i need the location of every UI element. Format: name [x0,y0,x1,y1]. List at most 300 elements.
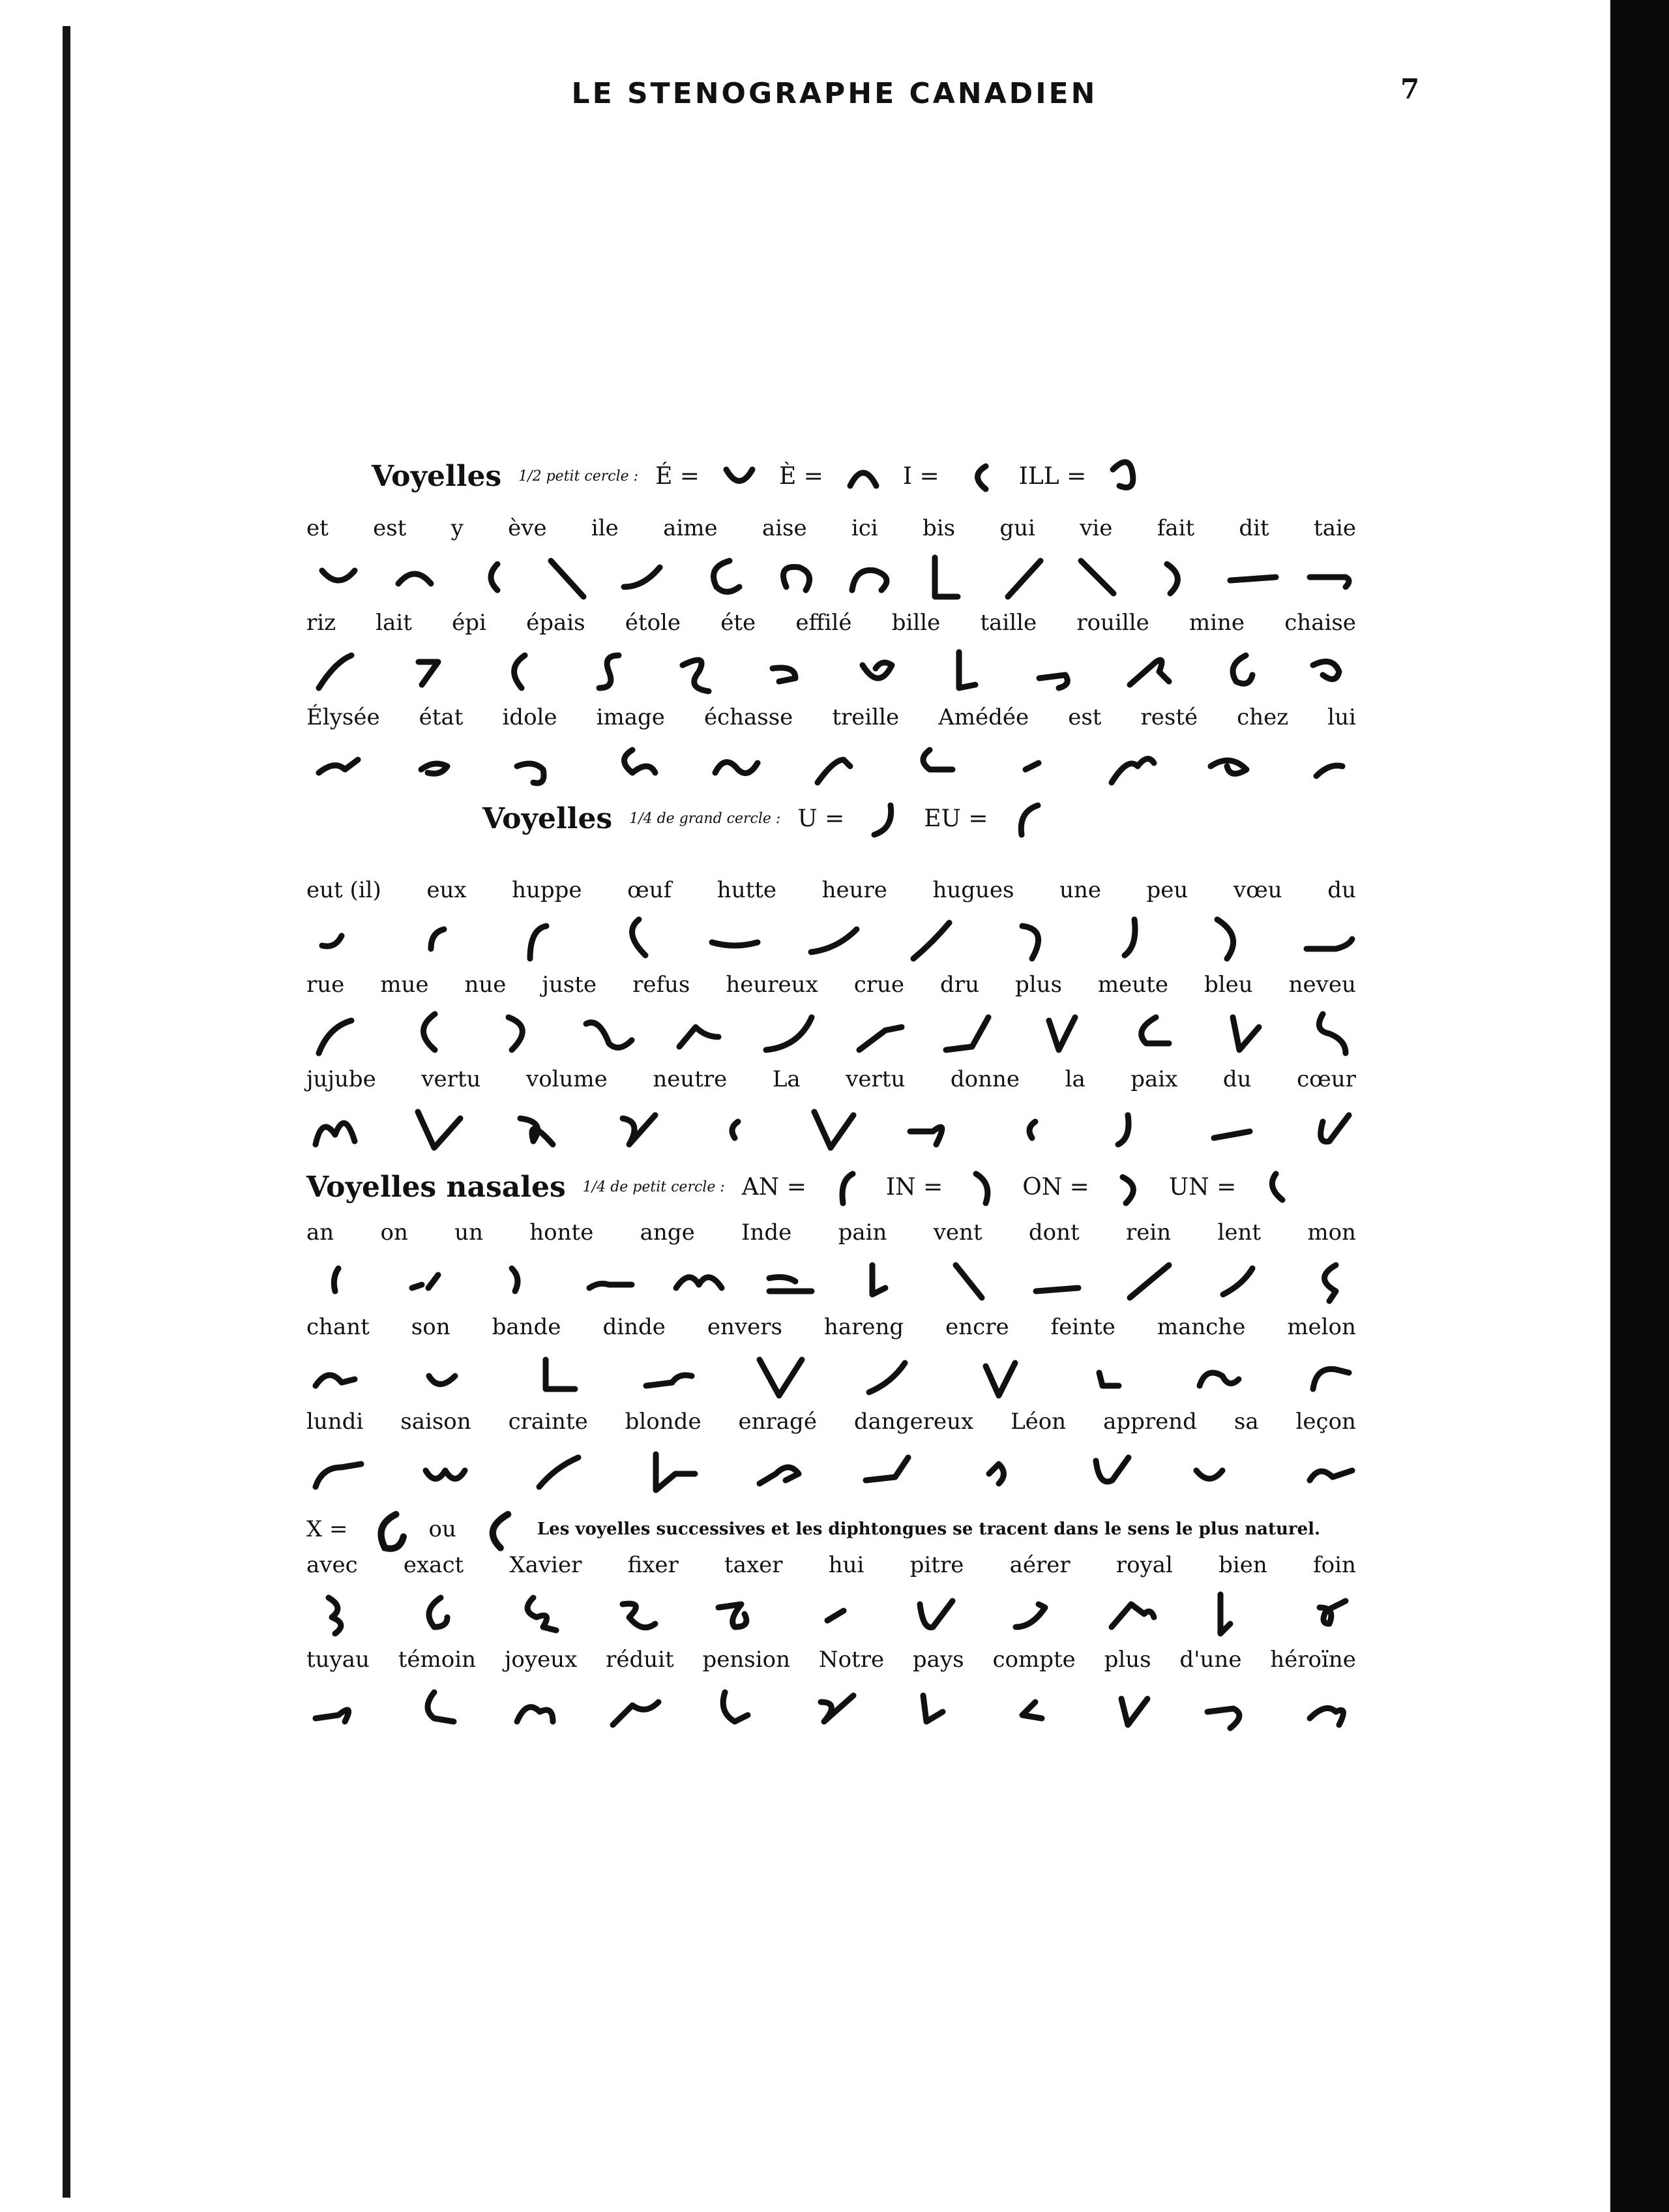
shorthand-symbol [750,1350,808,1402]
word: juste [542,972,597,998]
word: héroïne [1270,1647,1356,1673]
shorthand-symbol [309,1588,368,1640]
vowel-i: I = [902,462,939,490]
shorthand-symbol [419,1350,478,1402]
word: pays [912,1647,964,1673]
word-row [306,610,1356,636]
shorthand-row [306,737,1361,796]
word: feinte [1050,1314,1115,1340]
word: neveu [1288,972,1356,998]
word: blonde [625,1409,702,1435]
word: effilé [795,610,852,636]
shorthand-symbol [1005,799,1051,838]
shorthand-symbol [309,1444,368,1497]
word: est [373,515,407,541]
vowel-e-grave: È = [778,462,823,490]
word: pitre [909,1552,964,1578]
shorthand-symbol [1201,740,1260,792]
word: vertu [846,1066,906,1092]
shorthand-symbol [1300,913,1359,965]
shorthand-symbol [705,1102,764,1154]
word: hareng [823,1314,904,1340]
shorthand-symbol [580,646,638,698]
shorthand-symbol [904,1102,962,1154]
word: volume [525,1066,608,1092]
word: rue [306,972,345,998]
shorthand-symbol [1120,646,1179,698]
word: crainte [508,1409,588,1435]
word: huppe [512,877,582,903]
shorthand-symbol [670,646,728,698]
word: rouille [1076,610,1149,636]
shorthand-symbol [760,1008,818,1060]
shorthand-symbol [309,740,368,792]
shorthand-symbol [1102,1102,1160,1154]
word: dangereux [853,1409,974,1435]
shorthand-symbol [1300,1102,1359,1154]
shorthand-symbol [840,456,886,496]
shorthand-symbol [507,913,566,965]
shorthand-symbol [640,1444,698,1497]
section-header-voyelles-nasales [306,1167,1356,1206]
shorthand-symbol [1071,551,1130,603]
word: mon [1307,1219,1356,1246]
binding-edge [63,26,70,2198]
word: une [1059,877,1101,903]
nasal-in: IN = [885,1173,943,1201]
shorthand-symbol [805,1588,863,1640]
ou-label: ou [428,1516,456,1542]
word: lait [376,610,412,636]
shorthand-symbol [705,1588,764,1640]
shorthand-symbol [1102,1588,1160,1640]
word: bleu [1204,972,1253,998]
shorthand-symbol [1300,1682,1359,1735]
shorthand-symbol [489,646,548,698]
word: et [306,515,329,541]
shorthand-symbol [1210,1008,1269,1060]
shorthand-symbol [1029,1255,1088,1308]
shorthand-symbol [1300,1444,1359,1497]
word: apprend [1103,1409,1197,1435]
section-title: Voyelles [372,459,502,493]
word-row [306,1066,1356,1092]
shorthand-symbol [1300,1350,1359,1402]
word: bande [492,1314,561,1340]
word: chez [1237,704,1289,730]
word-row [306,1552,1356,1578]
word: gui [999,515,1035,541]
shorthand-symbol [462,551,520,603]
word: an [306,1219,334,1246]
shorthand-symbol [309,1008,368,1060]
shorthand-row [306,1585,1361,1643]
word: mine [1189,610,1245,636]
shorthand-symbol [489,1008,548,1060]
word: hugues [932,877,1014,903]
shorthand-symbol [969,1350,1028,1402]
word: donne [950,1066,1020,1092]
word: échasse [703,704,793,730]
shorthand-symbol [1102,913,1160,965]
word: vertu [421,1066,481,1092]
shorthand-symbol [399,1255,458,1308]
shorthand-symbol [670,1008,728,1060]
word: joyeux [504,1647,578,1673]
shorthand-symbol [507,740,566,792]
word: heure [821,877,887,903]
word: exact [403,1552,464,1578]
word: réduit [606,1647,674,1673]
shorthand-symbol [309,1255,368,1308]
shorthand-symbol [904,740,962,792]
scan-border [1610,0,1669,2212]
shorthand-symbol [309,646,368,698]
shorthand-row [306,1099,1361,1158]
shorthand-symbol [606,1588,665,1640]
shorthand-symbol [1210,1255,1269,1308]
word: dru [940,972,979,998]
shorthand-symbol [1201,1588,1260,1640]
shorthand-symbol [1300,646,1359,698]
word: plus [1014,972,1062,998]
shorthand-symbol [849,646,908,698]
shorthand-symbol [842,551,901,603]
word: vie [1080,515,1113,541]
shorthand-symbol [1147,551,1206,603]
section-header-voyelles-1 [372,456,1421,496]
shorthand-symbol [1210,646,1269,698]
shorthand-row [306,1347,1361,1405]
shorthand-row [306,1252,1361,1311]
word-row [306,1409,1356,1435]
word: Léon [1011,1409,1067,1435]
word: vœu [1233,877,1282,903]
word: paix [1130,1066,1178,1092]
shorthand-symbol [606,740,665,792]
shorthand-symbol [309,1350,368,1402]
shorthand-symbol [939,646,998,698]
word: rein [1126,1219,1172,1246]
word: jujube [306,1066,376,1092]
word: du [1222,1066,1252,1092]
word: lent [1217,1219,1262,1246]
word: riz [306,610,336,636]
shorthand-symbol [969,1444,1028,1497]
shorthand-symbol [1003,913,1061,965]
word: taxer [724,1552,783,1578]
word-row [306,515,1356,541]
word: œuf [627,877,672,903]
shorthand-symbol [606,1682,665,1735]
word: état [419,704,464,730]
shorthand-symbol [507,1102,566,1154]
shorthand-symbol [849,1008,908,1060]
shorthand-symbol [1253,1167,1299,1206]
shorthand-symbol [1300,1255,1359,1308]
x-notation-line [306,1503,1356,1555]
word-row [306,877,1356,903]
shorthand-symbol [1201,913,1260,965]
shorthand-symbol [1003,1102,1061,1154]
word-row [306,1219,1356,1246]
shorthand-symbol [859,1350,918,1402]
x-label: X = [306,1516,348,1542]
word: étole [625,610,681,636]
shorthand-symbol [1201,1682,1260,1735]
word: on [380,1219,408,1246]
word: plus [1104,1647,1151,1673]
word: du [1327,877,1356,903]
word: melon [1287,1314,1356,1340]
shorthand-symbol [580,1255,638,1308]
shorthand-symbol [362,1503,415,1555]
shorthand-symbol [1102,740,1160,792]
shorthand-symbol [385,551,444,603]
word: taille [980,610,1037,636]
shorthand-symbol [805,740,863,792]
shorthand-symbol [1003,1588,1061,1640]
shorthand-symbol [956,456,1002,496]
shorthand-symbol [1300,1008,1359,1060]
section-title: Voyelles nasales [306,1170,566,1204]
word: pain [838,1219,887,1246]
word: neutre [653,1066,728,1092]
word: ange [640,1219,695,1246]
word: resté [1140,704,1198,730]
nasal-un: UN = [1168,1173,1237,1201]
shorthand-symbol [399,1008,458,1060]
word: honte [529,1219,594,1246]
shorthand-symbol [904,913,962,965]
shorthand-row [306,910,1361,968]
word: fait [1157,515,1195,541]
section-note: 1/2 petit cercle : [518,468,639,485]
word: image [596,704,665,730]
word: La [772,1066,801,1092]
shorthand-symbol [760,1255,818,1308]
word: bille [891,610,941,636]
word: crue [853,972,905,998]
word: lundi [306,1409,364,1435]
word: meute [1097,972,1168,998]
word: royal [1115,1552,1173,1578]
section-title: Voyelles [482,801,613,835]
word: pension [702,1647,790,1673]
shorthand-symbol [606,1102,665,1154]
word-row [306,1647,1356,1673]
shorthand-symbol [529,1444,588,1497]
word: mue [380,972,429,998]
word: eux [426,877,467,903]
shorthand-symbol [1003,740,1061,792]
word: la [1065,1066,1086,1092]
shorthand-symbol [309,1682,368,1735]
shorthand-symbol [640,1350,698,1402]
word: est [1068,704,1102,730]
word: enragé [738,1409,817,1435]
shorthand-symbol [939,1255,998,1308]
word: foin [1313,1552,1356,1578]
vowel-ill: ILL = [1018,462,1087,490]
page-number: 7 [1400,73,1420,105]
word: ici [851,515,878,541]
word: épi [452,610,486,636]
shorthand-symbol [408,1588,467,1640]
word: éte [720,610,756,636]
shorthand-symbol [538,551,597,603]
word: Xavier [509,1552,582,1578]
shorthand-symbol [419,1444,478,1497]
shorthand-symbol [805,1102,863,1154]
word: bien [1219,1552,1267,1578]
shorthand-symbol [1106,1167,1152,1206]
running-header: LE STENOGRAPHE CANADIEN [571,77,1098,110]
word: d'une [1179,1647,1242,1673]
word: témoin [398,1647,477,1673]
shorthand-symbol [614,551,673,603]
shorthand-symbol [471,1503,523,1555]
shorthand-symbol [1102,1682,1160,1735]
shorthand-symbol [309,1102,368,1154]
word: hui [828,1552,864,1578]
word: aérer [1009,1552,1071,1578]
shorthand-symbol [904,1682,962,1735]
shorthand-symbol [1190,1350,1248,1402]
word: sa [1233,1409,1259,1435]
shorthand-symbol [408,1682,467,1735]
word: nue [464,972,507,998]
shorthand-symbol [861,799,907,838]
shorthand-symbol [705,740,764,792]
word: encre [945,1314,1009,1340]
shorthand-row [306,1441,1361,1500]
shorthand-symbol [1224,551,1282,603]
word: compte [992,1647,1076,1673]
shorthand-symbol [705,1682,764,1735]
shorthand-symbol [507,1588,566,1640]
nasal-an: AN = [741,1173,806,1201]
shorthand-symbol [1120,1255,1179,1308]
shorthand-symbol [670,1255,728,1308]
shorthand-symbol [309,913,368,965]
shorthand-symbol [1080,1350,1138,1402]
shorthand-row [306,548,1361,606]
word: y [450,515,464,541]
word: idole [502,704,557,730]
word: cœur [1297,1066,1356,1092]
word: treille [832,704,900,730]
word: aime [663,515,718,541]
nasal-on: ON = [1022,1173,1089,1201]
shorthand-symbol [408,1102,467,1154]
word: dinde [602,1314,666,1340]
word: refus [632,972,690,998]
shorthand-symbol [1300,740,1359,792]
section-header-voyelles-2 [482,799,1532,838]
word: taie [1314,515,1356,541]
shorthand-symbol [1103,456,1149,496]
shorthand-symbol [580,1008,638,1060]
word: aise [761,515,807,541]
word: chaise [1284,610,1356,636]
shorthand-row [306,1679,1361,1738]
shorthand-symbol [919,551,977,603]
word-row [306,1314,1356,1340]
word: un [454,1219,483,1246]
word: fixer [627,1552,679,1578]
word: eut (il) [306,877,381,903]
word: manche [1157,1314,1246,1340]
shorthand-symbol [805,913,863,965]
shorthand-symbol [408,740,467,792]
shorthand-symbol [995,551,1054,603]
word: dit [1239,515,1269,541]
word: vent [933,1219,982,1246]
vowel-eu: EU = [924,805,988,832]
word: chant [306,1314,370,1340]
shorthand-symbol [529,1350,588,1402]
shorthand-symbol [805,1682,863,1735]
word: heureux [726,972,818,998]
word: Élysée [306,704,380,730]
word: bis [922,515,956,541]
word: lui [1327,704,1356,730]
word-row [306,972,1356,998]
word: Inde [741,1219,792,1246]
shorthand-symbol [767,551,825,603]
shorthand-symbol [1201,1102,1260,1154]
shorthand-symbol [1190,1444,1248,1497]
word-row [306,704,1356,730]
word: peu [1146,877,1189,903]
word: ile [591,515,619,541]
word: leçon [1295,1409,1356,1435]
word: saison [400,1409,471,1435]
shorthand-symbol [750,1444,808,1497]
vowel-e-acute: É = [655,462,700,490]
shorthand-symbol [939,1008,998,1060]
diphthong-note: Les voyelles successives et les diphtongues se tracent dans le sens le plus naturel. [537,1519,1321,1539]
vowel-u: U = [797,805,845,832]
word: Notre [818,1647,885,1673]
shorthand-symbol [690,551,749,603]
shorthand-symbol [1029,646,1088,698]
shorthand-symbol [904,1588,962,1640]
shorthand-symbol [309,551,368,603]
shorthand-symbol [1080,1444,1138,1497]
word: tuyau [306,1647,370,1673]
shorthand-symbol [859,1444,918,1497]
shorthand-symbol [408,913,467,965]
shorthand-symbol [823,1167,869,1206]
shorthand-symbol [960,1167,1005,1206]
word: envers [707,1314,782,1340]
word: avec [306,1552,358,1578]
word: Amédée [938,704,1029,730]
shorthand-row [306,1004,1361,1063]
section-note: 1/4 de petit cercle : [582,1178,725,1195]
shorthand-symbol [489,1255,548,1308]
shorthand-symbol [1120,1008,1179,1060]
shorthand-symbol [1003,1682,1061,1735]
word: dont [1028,1219,1080,1246]
shorthand-symbol [849,1255,908,1308]
shorthand-symbol [716,456,762,496]
shorthand-row [306,642,1361,701]
word: ève [508,515,547,541]
shorthand-symbol [399,646,458,698]
